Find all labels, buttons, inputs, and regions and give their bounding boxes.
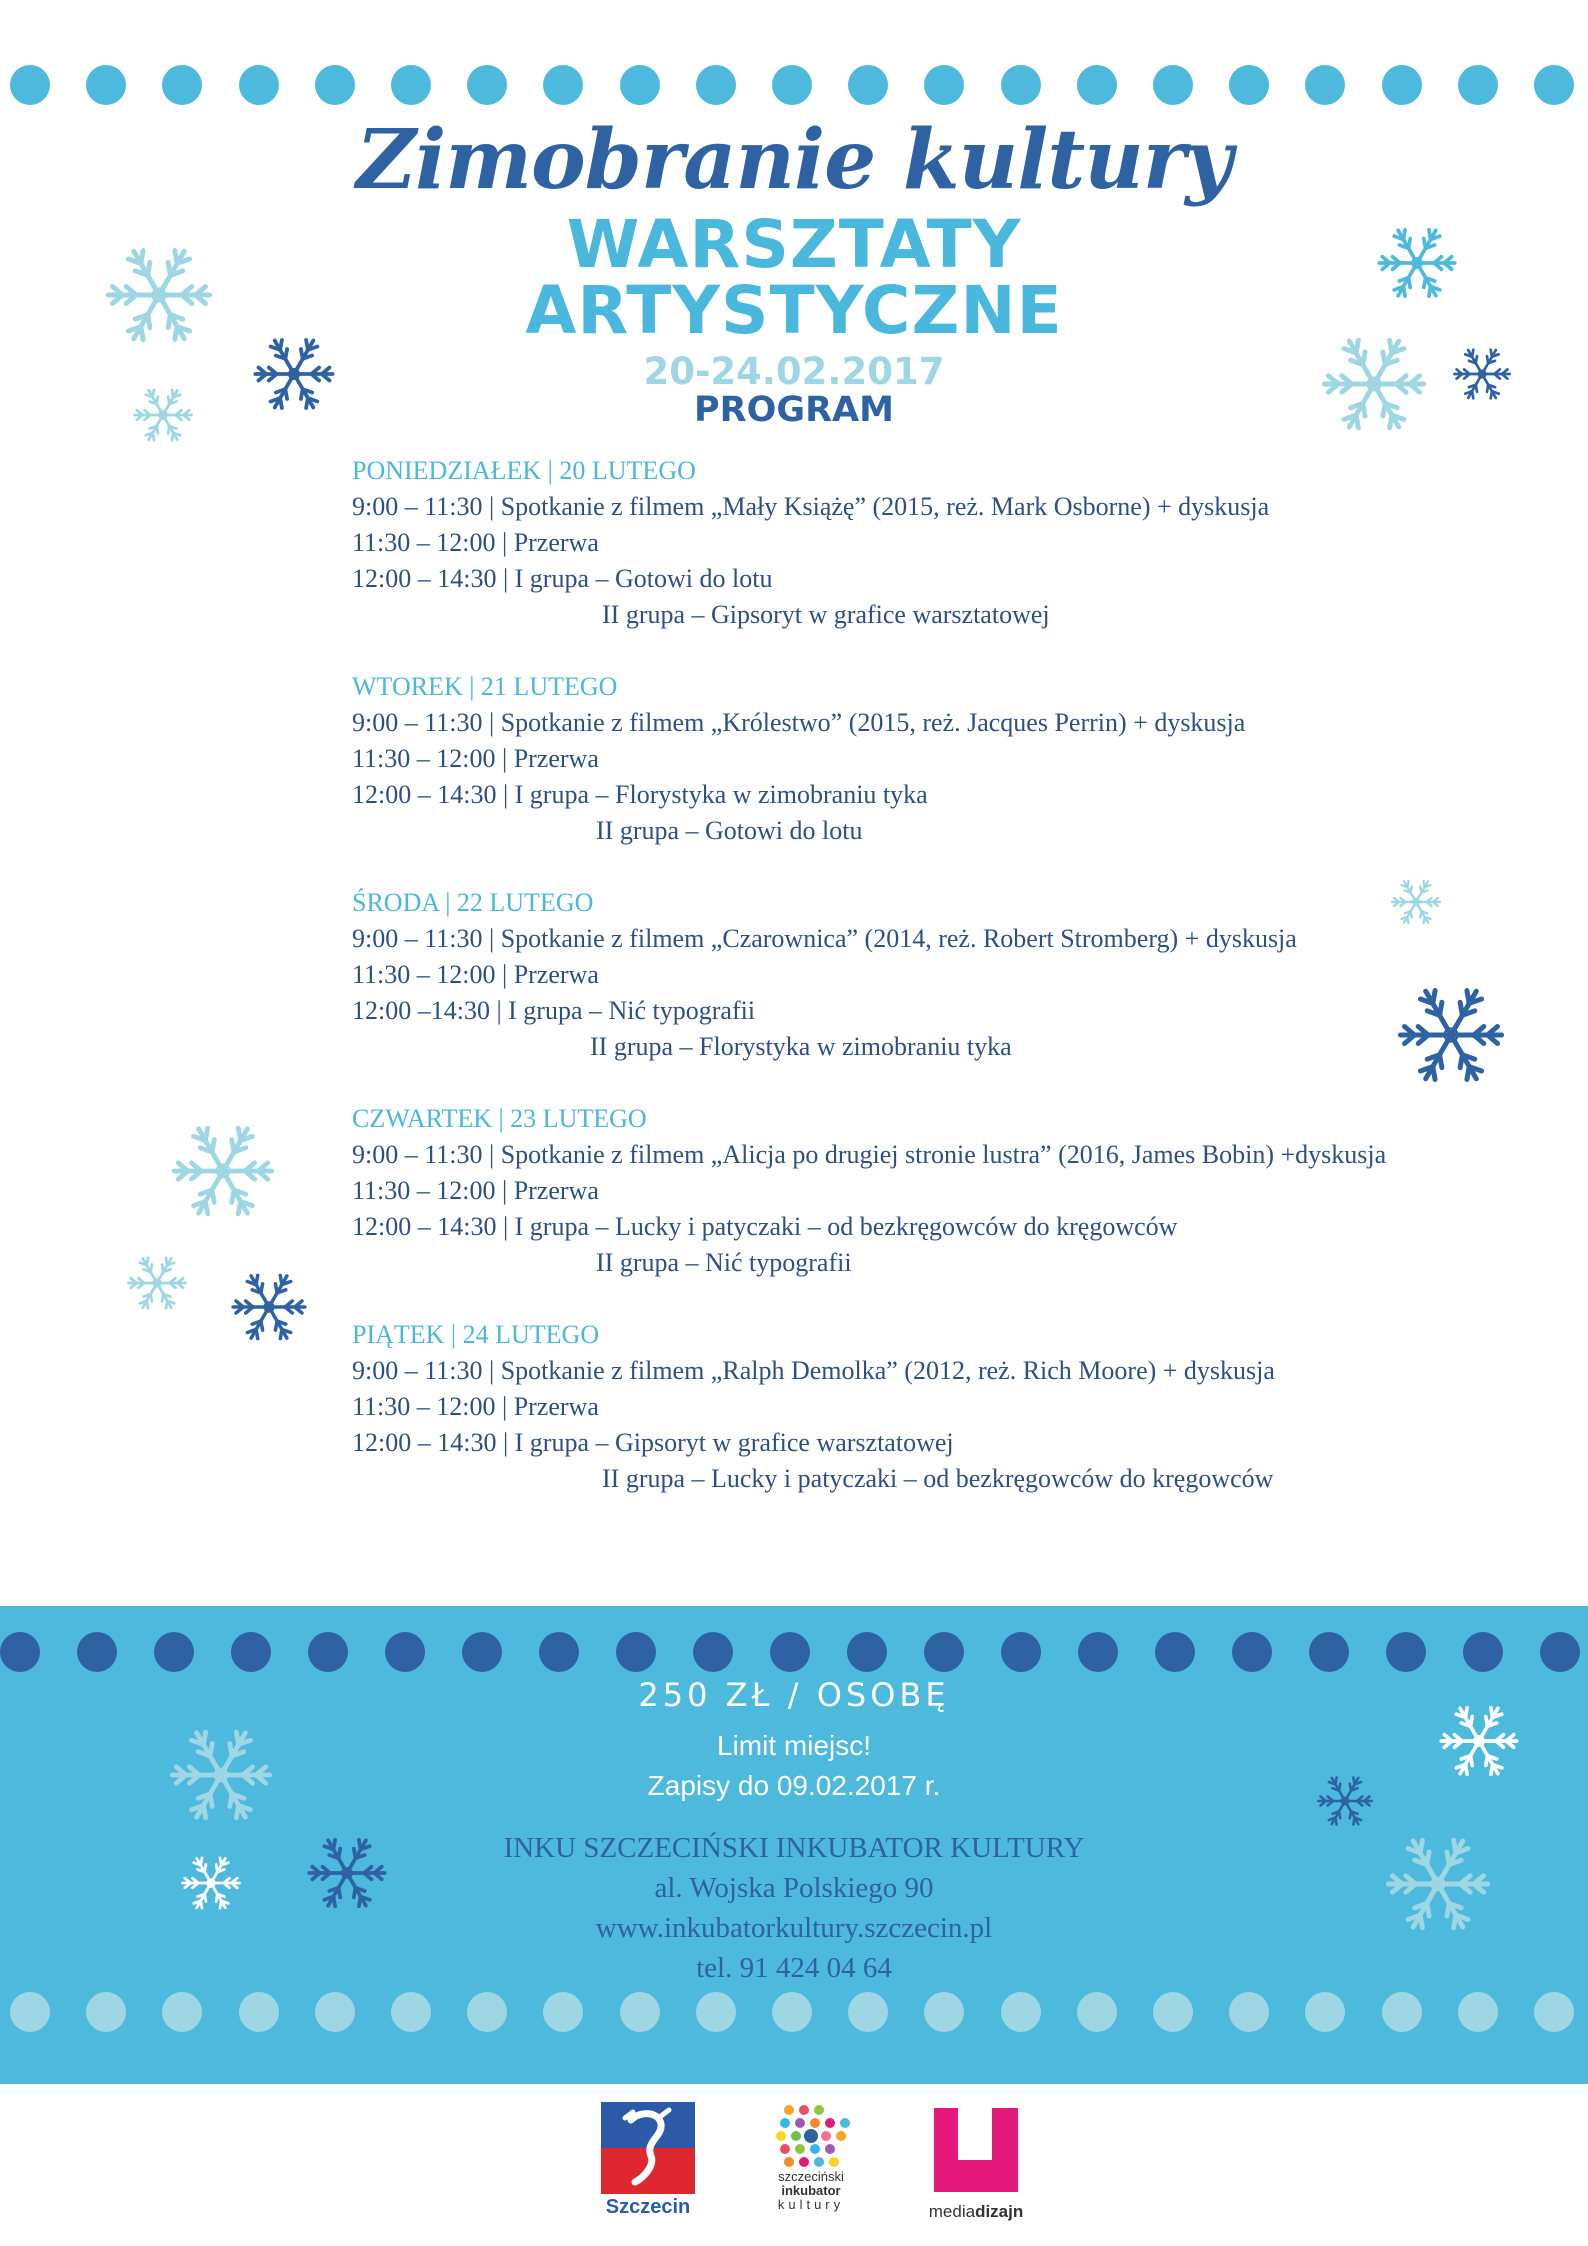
snowflake-icon	[180, 1852, 242, 1919]
organizer-website[interactable]: www.inkubatorkultury.szczecin.pl	[595, 1912, 993, 1944]
schedule-line: II grupa – Nić typografii	[596, 1248, 852, 1277]
inkubator-dot	[795, 2144, 805, 2154]
snowflake-icon	[132, 384, 194, 451]
decor-dot	[693, 1632, 733, 1672]
decor-dot	[543, 1992, 583, 2032]
decor-dot	[1386, 1632, 1426, 1672]
event-dates: 20-24.02.2017	[643, 350, 945, 393]
decor-dot	[924, 1992, 964, 2032]
day-tuesday	[352, 672, 1502, 888]
inkubator-dot	[799, 2105, 809, 2115]
mediadizajn-logo	[928, 2102, 1028, 2228]
snowflake-icon	[1384, 1830, 1492, 1943]
snowflake-icon	[1376, 222, 1458, 309]
decor-dot	[772, 65, 812, 105]
schedule-line: 12:00 –14:30 | I grupa – Nić typografii	[352, 996, 756, 1025]
inkubator-dot	[795, 2118, 805, 2128]
decor-dot	[1458, 1992, 1498, 2032]
decor-dot	[467, 65, 507, 105]
schedule-line: 12:00 – 14:30 | I grupa – Gotowi do lotu	[352, 564, 773, 593]
snowflake-icon	[1316, 1772, 1374, 1835]
decor-dot	[391, 1992, 431, 2032]
decor-dot	[385, 1632, 425, 1672]
day-heading: ŚRODA | 22 LUTEGO	[352, 888, 594, 917]
inkubator-dot	[791, 2131, 801, 2141]
inkubator-dot	[784, 2157, 794, 2167]
decor-dot	[1534, 1992, 1574, 2032]
decor-dot	[239, 65, 279, 105]
snowflake-icon	[1320, 330, 1428, 443]
day-friday	[352, 1320, 1502, 1536]
script-title: Zimobranie kultury	[356, 112, 1232, 208]
decor-dot	[616, 1632, 656, 1672]
decor-dot	[86, 1992, 126, 2032]
inkubator-dot	[840, 2118, 850, 2128]
decor-dot	[239, 1992, 279, 2032]
snowflake-icon	[1438, 1700, 1520, 1787]
schedule-line: 9:00 – 11:30 | Spotkanie z filmem „Mały Książę” (2015, reż. Mark Osborne) + dyskusja	[352, 492, 1270, 521]
decor-dot	[391, 65, 431, 105]
organizer-address: al. Wojska Polskiego 90	[654, 1872, 934, 1904]
band-dot-row-top	[0, 1632, 1588, 1672]
decor-dot	[231, 1632, 271, 1672]
decor-dot	[1458, 65, 1498, 105]
decor-dot	[1229, 1992, 1269, 2032]
day-heading: PIĄTEK | 24 LUTEGO	[352, 1320, 600, 1349]
decor-dot	[847, 1632, 887, 1672]
decor-dot	[1001, 65, 1041, 105]
inkubator-dot	[814, 2105, 824, 2115]
inkubator-logo	[766, 2102, 856, 2228]
schedule-line: II grupa – Gotowi do lotu	[596, 816, 863, 845]
decor-dot	[1001, 1992, 1041, 2032]
decor-dot	[848, 65, 888, 105]
decor-dot	[10, 65, 50, 105]
decor-dot	[1153, 65, 1193, 105]
decor-dot	[86, 65, 126, 105]
price: 250 ZŁ / OSOBĘ	[638, 1676, 950, 1714]
inkubator-dot	[780, 2144, 790, 2154]
day-heading: CZWARTEK | 23 LUTEGO	[352, 1104, 647, 1133]
decor-dot	[1540, 1632, 1580, 1672]
decor-dot	[924, 1632, 964, 1672]
decor-dot	[1077, 1992, 1117, 2032]
top-dot-row	[0, 65, 1588, 105]
decor-dot	[308, 1632, 348, 1672]
inkubator-dot	[814, 2157, 824, 2167]
schedule-line: 9:00 – 11:30 | Spotkanie z filmem „Czarownica” (2014, reż. Robert Stromberg) + dyskusja	[352, 924, 1297, 953]
decor-dot	[696, 65, 736, 105]
program-heading: PROGRAM	[694, 390, 894, 430]
inkubator-dot	[836, 2131, 846, 2141]
decor-dot	[1309, 1632, 1349, 1672]
schedule-line: 11:30 – 12:00 | Przerwa	[352, 960, 599, 989]
inkubator-dot	[821, 2131, 831, 2141]
decor-dot	[315, 1992, 355, 2032]
szczecin-logo-text: Szczecin	[605, 2196, 691, 2218]
decor-dot	[770, 1632, 810, 1672]
mediadizajn-text-b: dizajn	[975, 2202, 1024, 2221]
schedule-line: 11:30 – 12:00 | Przerwa	[352, 1176, 599, 1205]
schedule-line: 12:00 – 14:30 | I grupa – Florystyka w zimobraniu tyka	[352, 780, 928, 809]
schedule-line: II grupa – Gipsoryt w grafice warsztatowej	[602, 600, 1050, 629]
schedule	[352, 456, 1502, 1536]
decor-dot	[462, 1632, 502, 1672]
schedule-line: 9:00 – 11:30 | Spotkanie z filmem „Ralph Demolka” (2012, reż. Rich Moore) + dyskusja	[352, 1356, 1275, 1385]
schedule-line: II grupa – Lucky i patyczaki – od bezkręgowców do kręgowców	[602, 1464, 1274, 1493]
decor-dot	[315, 65, 355, 105]
snowflake-icon	[252, 332, 336, 421]
snowflake-icon	[306, 1832, 388, 1919]
schedule-line: 11:30 – 12:00 | Przerwa	[352, 528, 599, 557]
inkubator-dot	[784, 2105, 794, 2115]
szczecin-emblem-icon	[601, 2102, 695, 2194]
snowflake-icon	[170, 1118, 276, 1229]
inkubator-dot	[829, 2157, 839, 2167]
schedule-line: 12:00 – 14:30 | I grupa – Gipsoryt w grafice warsztatowej	[352, 1428, 954, 1457]
schedule-line: 9:00 – 11:30 | Spotkanie z filmem „Królestwo” (2015, reż. Jacques Perrin) + dyskusja	[352, 708, 1246, 737]
decor-dot	[154, 1632, 194, 1672]
decor-dot	[1463, 1632, 1503, 1672]
decor-dot	[848, 1992, 888, 2032]
schedule-line: 9:00 – 11:30 | Spotkanie z filmem „Alicja po drugiej stronie lustra” (2016, James Bobin) +dyskusja	[352, 1140, 1387, 1169]
snowflake-icon	[104, 240, 214, 355]
inkubator-dot	[780, 2118, 790, 2128]
decor-dot	[1382, 1992, 1422, 2032]
decor-dot	[10, 1992, 50, 2032]
decor-dot	[620, 1992, 660, 2032]
snowflake-icon	[126, 1252, 188, 1319]
decor-dot	[543, 65, 583, 105]
title-line-2: ARTYSTYCZNE	[525, 272, 1063, 349]
day-wednesday	[352, 888, 1502, 1104]
limit-note: Limit miejsc!	[716, 1730, 871, 1761]
decor-dot	[1153, 1992, 1193, 2032]
inkubator-dots-icon	[766, 2102, 856, 2172]
title-line-1: WARSZTATY	[566, 206, 1022, 283]
organizer-phone: tel. 91 424 04 64	[696, 1952, 892, 1984]
decor-dot	[1305, 1992, 1345, 2032]
mediadizajn-text-a: media	[928, 2202, 976, 2221]
inkubator-logo-line2: inkubator	[781, 2183, 841, 2198]
decor-dot	[696, 1992, 736, 2032]
organizer-name: INKU SZCZECIŃSKI INKUBATOR KULTURY	[503, 1832, 1085, 1864]
decor-dot	[620, 65, 660, 105]
mediadizajn-emblem-icon	[928, 2102, 1024, 2198]
decor-dot	[1305, 65, 1345, 105]
decor-dot	[1232, 1632, 1272, 1672]
snowflake-icon	[1452, 344, 1512, 409]
szczecin-logo	[601, 2102, 695, 2222]
registration-deadline: Zapisy do 09.02.2017 r.	[647, 1770, 941, 1801]
mediadizajn-logo-text	[928, 2202, 1024, 2222]
day-heading: WTOREK | 21 LUTEGO	[352, 672, 618, 701]
schedule-line: 11:30 – 12:00 | Przerwa	[352, 1392, 599, 1421]
inkubator-logo-line3: kultury	[777, 2197, 845, 2212]
decor-dot	[1155, 1632, 1195, 1672]
decor-dot	[924, 65, 964, 105]
decor-dot	[467, 1992, 507, 2032]
day-heading: PONIEDZIAŁEK | 20 LUTEGO	[352, 456, 696, 485]
inkubator-dot	[776, 2131, 786, 2141]
decor-dot	[539, 1632, 579, 1672]
day-thursday	[352, 1104, 1502, 1320]
schedule-line: 12:00 – 14:30 | I grupa – Lucky i patyczaki – od bezkręgowców do kręgowców	[352, 1212, 1178, 1241]
decor-dot	[1078, 1632, 1118, 1672]
decor-dot	[1077, 65, 1117, 105]
decor-dot	[77, 1632, 117, 1672]
day-monday	[352, 456, 1502, 672]
inkubator-dot	[825, 2144, 835, 2154]
inkubator-dot	[810, 2118, 820, 2128]
inkubator-dot	[810, 2144, 820, 2154]
decor-dot	[1001, 1632, 1041, 1672]
snowflake-icon	[1390, 876, 1442, 933]
snowflake-icon	[1396, 980, 1506, 1095]
band-dot-row-bottom	[0, 1992, 1588, 2032]
inkubator-dot	[799, 2157, 809, 2167]
schedule-line: 11:30 – 12:00 | Przerwa	[352, 744, 599, 773]
inkubator-dot	[825, 2118, 835, 2128]
decor-dot	[1534, 65, 1574, 105]
snowflake-icon	[168, 1722, 274, 1833]
decor-dot	[162, 1992, 202, 2032]
snowflake-icon	[230, 1268, 308, 1351]
inkubator-dot	[804, 2129, 818, 2143]
decor-dot	[0, 1632, 40, 1672]
schedule-line: II grupa – Florystyka w zimobraniu tyka	[590, 1032, 1012, 1061]
inkubator-logo-line1: szczeciński	[778, 2169, 844, 2184]
decor-dot	[1229, 65, 1269, 105]
decor-dot	[772, 1992, 812, 2032]
decor-dot	[162, 65, 202, 105]
decor-dot	[1382, 65, 1422, 105]
